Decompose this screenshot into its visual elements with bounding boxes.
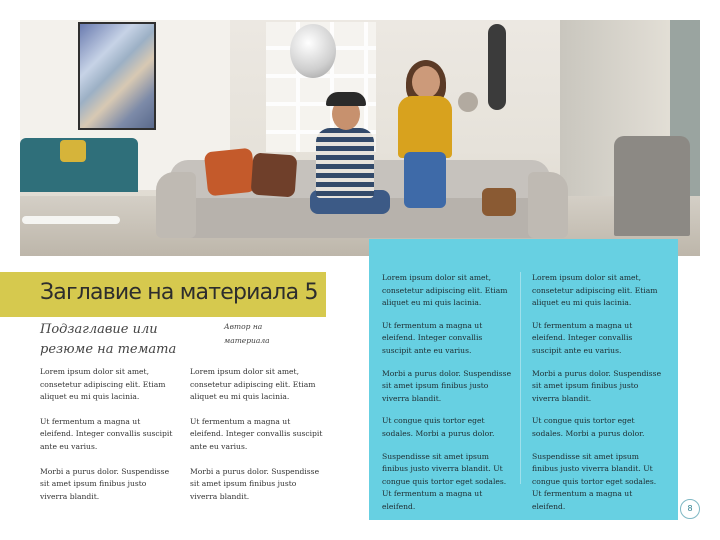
page-title: Заглавие на материала 5 [40, 280, 318, 305]
page-number-badge: 8 [680, 499, 700, 519]
photo-mirror [488, 24, 506, 110]
photo-man-hat [326, 92, 366, 106]
paragraph: Ut fermentum a magna ut eleifend. Integer convallis suscipit ante eu varius. [190, 416, 323, 451]
photo-bag [482, 188, 516, 216]
paragraph: Ut fermentum a magna ut eleifend. Integer convallis suscipit ante eu varius. [532, 320, 633, 355]
paragraph: Lorem ipsum dolor sit amet, consetetur adipiscing elit. Etiam aliquet eu mi quis lacinia. [40, 367, 166, 402]
paragraph: Lorem ipsum dolor sit amet, consetetur adipiscing elit. Etiam aliquet eu mi quis lacinia. [382, 273, 508, 308]
sidebar-column-1 [382, 272, 512, 524]
paragraph: Lorem ipsum dolor sit amet, consetetur adipiscing elit. Etiam aliquet eu mi quis lacinia. [532, 273, 658, 308]
photo-chandelier [290, 24, 336, 78]
paragraph: Ut fermentum a magna ut eleifend. Integer convallis suscipit ante eu varius. [40, 416, 173, 451]
paragraph: Morbi a purus dolor. Suspendisse sit amet ipsum finibus justo viverra blandit. [190, 466, 320, 501]
photo-orange-pillow [204, 148, 256, 197]
paragraph: Suspendisse sit amet ipsum finibus justo viverra blandit. Ut congue quis tortor eget sodales. Ut fermentum a magna ut eleifend. [382, 451, 507, 511]
photo-yellow-cushion [60, 140, 86, 162]
photo-brown-pillow [251, 153, 298, 198]
hero-photo [20, 20, 700, 256]
sidebar-column-2 [532, 272, 662, 524]
photo-sofa-arm-left [156, 172, 196, 238]
photo-coffee-table [22, 216, 120, 224]
photo-woman-legs [404, 152, 446, 208]
page-subtitle: Подзаглавие или резюме на темата [40, 322, 177, 357]
column-divider [520, 272, 521, 484]
paragraph: Morbi a purus dolor. Suspendisse sit amet ipsum finibus justo viverra blandit. [532, 368, 662, 403]
author-label: Автор на материала [224, 322, 270, 345]
paragraph: Suspendisse sit amet ipsum finibus justo viverra blandit. Ut congue quis tortor eget sodales. Ut fermentum a magna ut eleifend. [532, 451, 657, 511]
photo-lamp [458, 92, 478, 112]
paragraph: Morbi a purus dolor. Suspendisse sit amet ipsum finibus justo viverra blandit. [382, 368, 512, 403]
photo-woman-head [412, 66, 440, 98]
photo-sofa-arm-right [528, 172, 568, 238]
paragraph: Ut fermentum a magna ut eleifend. Integer convallis suscipit ante eu varius. [382, 320, 483, 355]
paragraph: Lorem ipsum dolor sit amet, consetetur adipiscing elit. Etiam aliquet eu mi quis lacinia. [190, 367, 316, 402]
photo-armchair [614, 136, 690, 236]
text-column-2 [190, 366, 325, 515]
photo-woman [398, 96, 452, 158]
paragraph: Morbi a purus dolor. Suspendisse sit amet ipsum finibus justo viverra blandit. [40, 466, 170, 501]
paragraph: Ut congue quis tortor eget sodales. Morbi a purus dolor. [382, 416, 495, 438]
text-column-1 [40, 366, 175, 515]
photo-man [316, 128, 374, 198]
photo-painting [78, 22, 156, 130]
paragraph: Ut congue quis tortor eget sodales. Morbi a purus dolor. [532, 416, 645, 438]
